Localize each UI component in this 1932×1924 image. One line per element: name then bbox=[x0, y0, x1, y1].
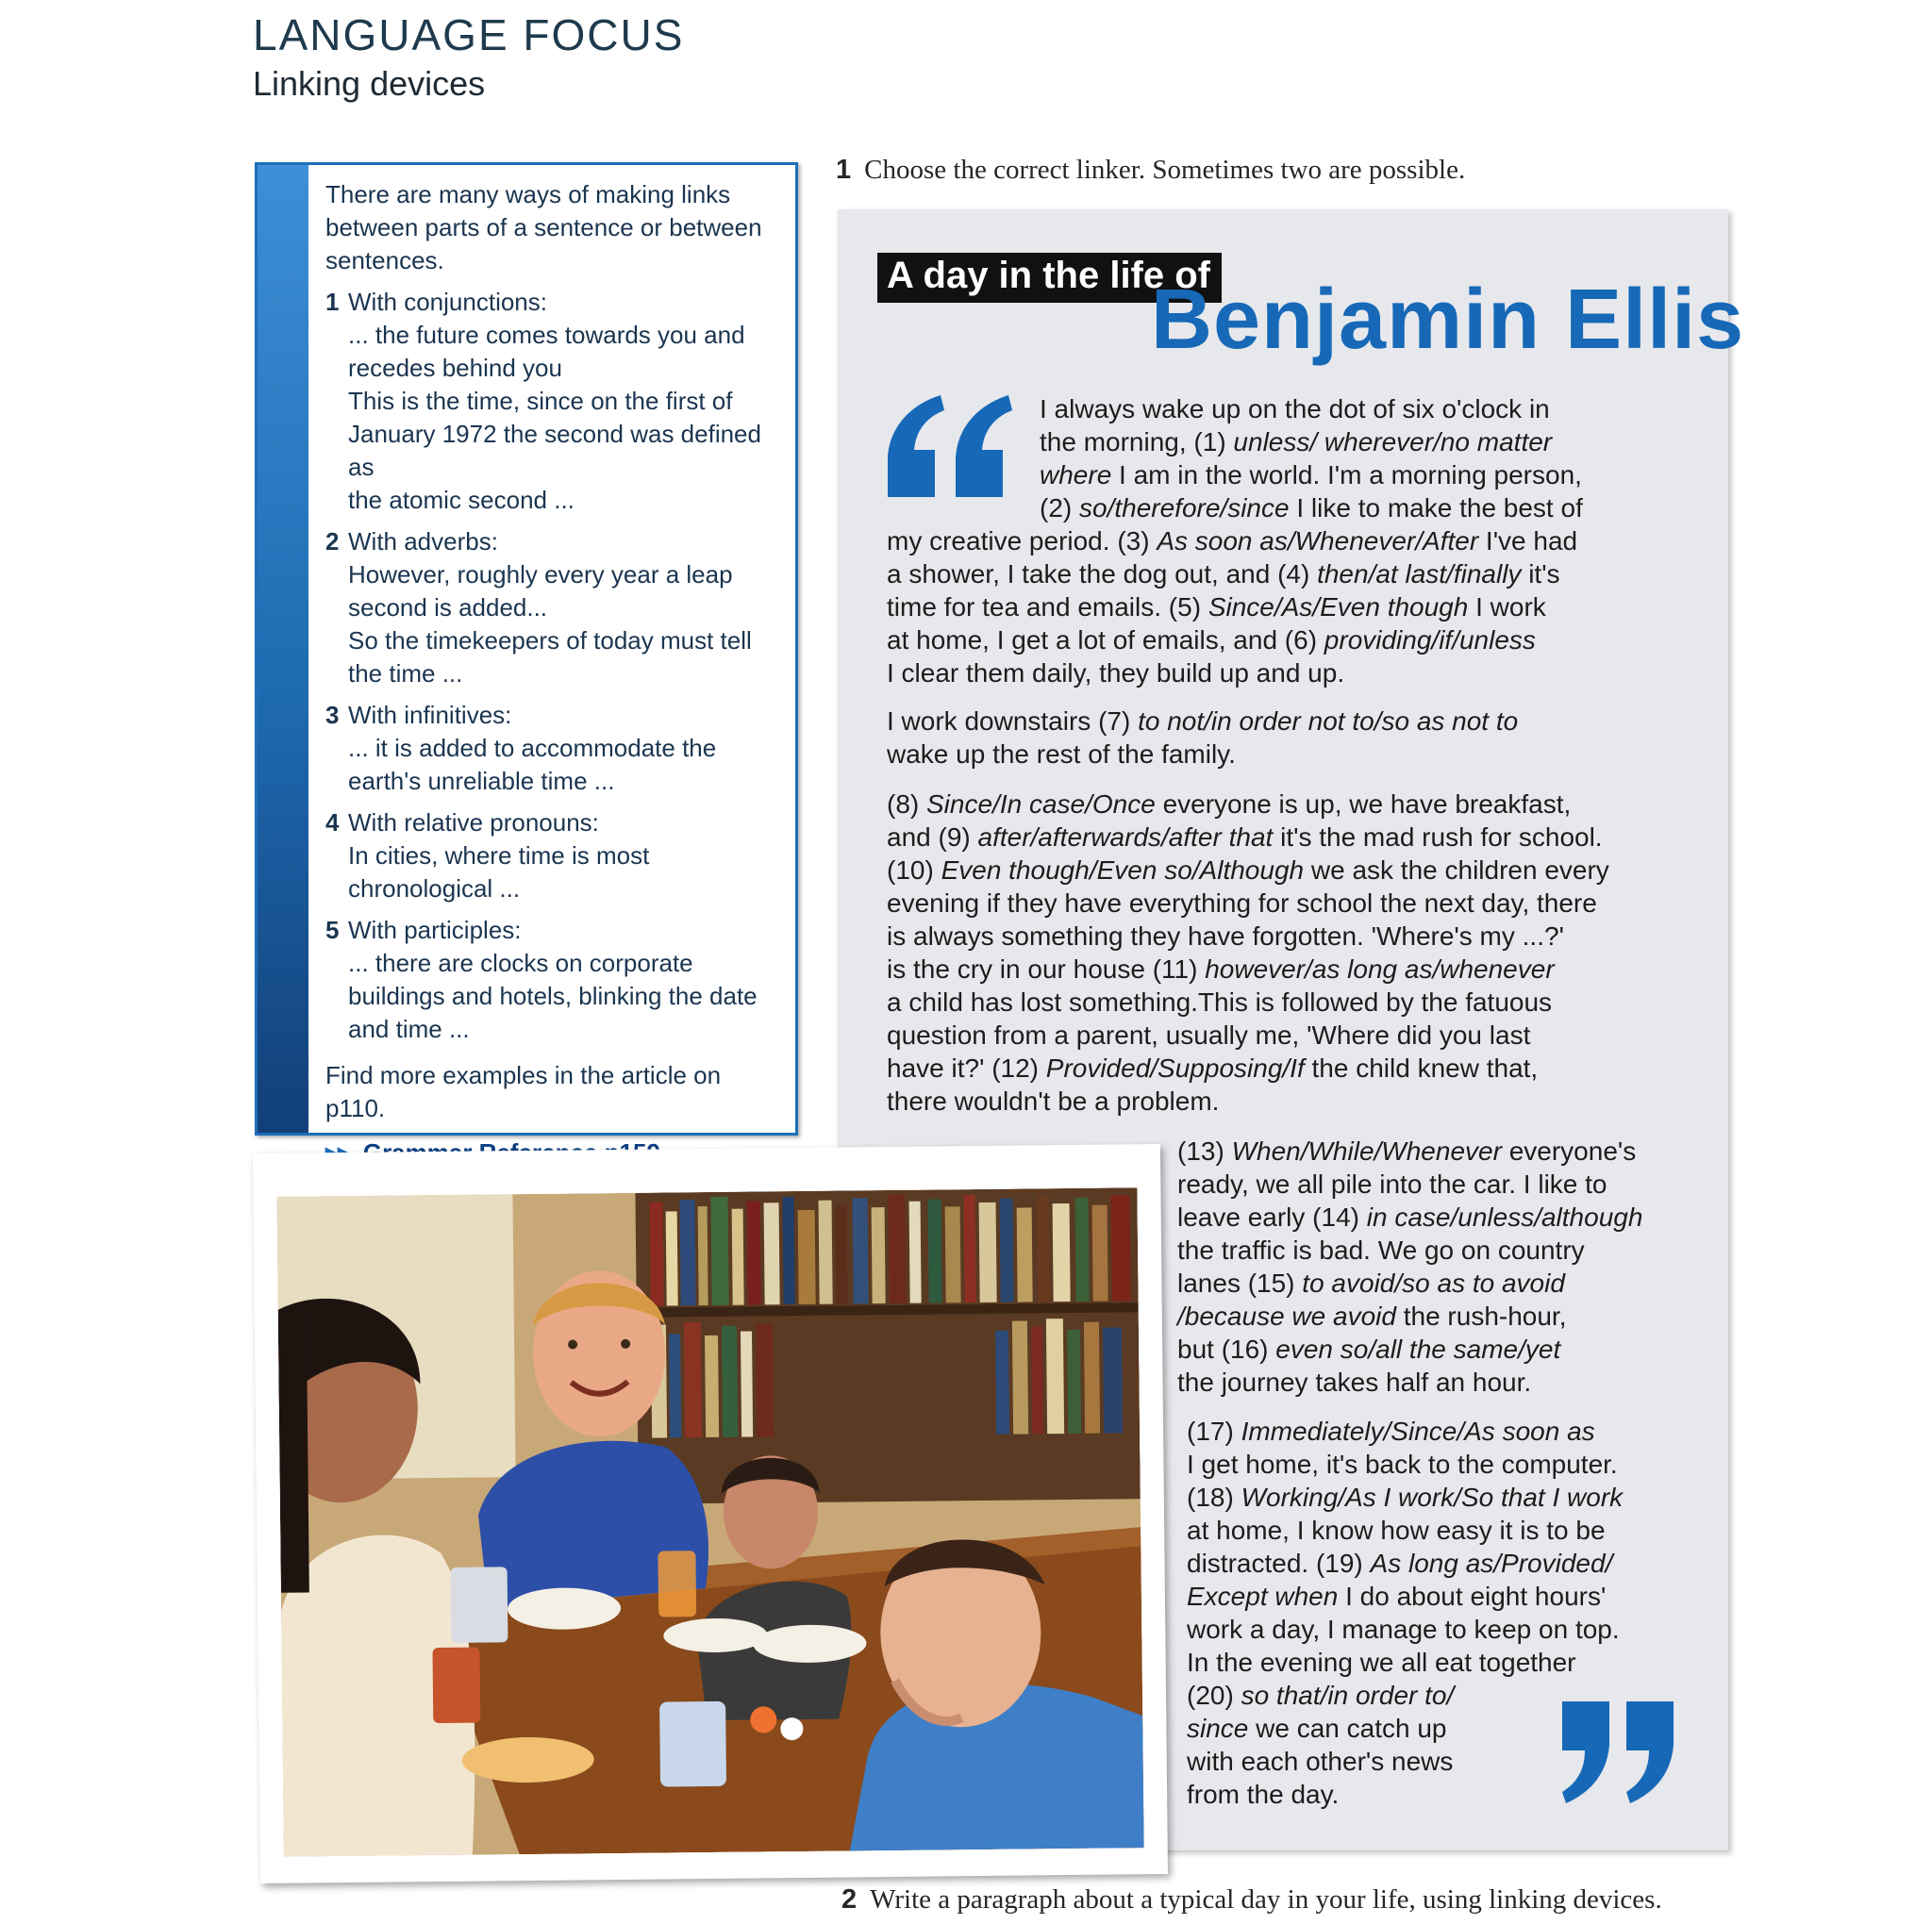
article-paragraph-1b: my creative period. (3) As soon as/Whenever/After I've had a shower, I take the dog out, and (4) then/at last/finally it's time for tea and emails. (5) Since/As/Even though I work at home, I get a lot of emails, and (6) providing/if/unless I clear them daily, they build up and up. bbox=[887, 526, 1578, 688]
section-title: LANGUAGE FOCUS bbox=[253, 10, 685, 59]
photo-frame bbox=[253, 1144, 1168, 1883]
point-label: With participles: bbox=[348, 916, 522, 944]
grammar-box-content bbox=[325, 178, 778, 1170]
article-label: A day in the life of bbox=[877, 253, 1222, 303]
point-label: With conjunctions: bbox=[348, 288, 547, 316]
grammar-box-strip bbox=[258, 165, 308, 1133]
exercise-1-instruction bbox=[836, 155, 1465, 186]
article-paragraph-1a: I always wake up on the dot of six o'clock in the morning, (1) unless/ wherever/no matter where I am in the world. I'm a morning person, (2) so/therefore/since I like to make the best of bbox=[1040, 394, 1583, 522]
grammar-intro: There are many ways of making links between parts of a sentence or between sentences. bbox=[325, 180, 762, 274]
example-line: So the timekeepers of today must tell bbox=[348, 626, 752, 655]
example-line: In cities, where time is most bbox=[348, 841, 650, 870]
point-label: With infinitives: bbox=[348, 701, 512, 729]
example-line: ... there are clocks on corporate bbox=[348, 949, 693, 977]
example-line: ... the future comes towards you and bbox=[348, 321, 745, 349]
article-name: Benjamin Ellis bbox=[1151, 273, 1745, 367]
example-line: recedes behind you bbox=[348, 354, 562, 382]
exercise-2-instruction bbox=[841, 1884, 1662, 1916]
example-line: January 1972 the second was defined as bbox=[348, 420, 761, 481]
point-label: With relative pronouns: bbox=[348, 808, 599, 837]
example-line: the time ... bbox=[348, 659, 463, 688]
example-line: However, roughly every year a leap bbox=[348, 560, 733, 589]
example-line: buildings and hotels, blinking the date bbox=[348, 982, 758, 1010]
article-paragraph-5: (17) Immediately/Since/As soon as I get home, it's back to the computer. (18) Working/As I work/So that I work at home, I know how easy it is to be distracted. (19) As long as/Provided/ Except when I do about eight hours' work a day, I manage to keep on top. In the evening we all eat together (20) so that/in order to/ since we can catch up with each other's news from the day. bbox=[1187, 1417, 1624, 1809]
point-number: 5 bbox=[325, 916, 340, 944]
grammar-point-infinitives bbox=[325, 699, 778, 798]
point-number: 2 bbox=[325, 527, 340, 556]
example-line: second is added... bbox=[348, 593, 548, 622]
example-line: the atomic second ... bbox=[348, 486, 575, 514]
example-line: earth's unreliable time ... bbox=[348, 767, 615, 795]
point-number: 3 bbox=[325, 701, 340, 729]
point-number: 1 bbox=[325, 288, 340, 316]
grammar-point-adverbs bbox=[325, 525, 778, 690]
exercise-number: 2 bbox=[841, 1884, 858, 1915]
open-quote-icon bbox=[882, 391, 1014, 509]
exercise-text: Write a paragraph about a typical day in your life, using linking devices. bbox=[870, 1884, 1662, 1915]
exercise-text: Choose the correct linker. Sometimes two are possible. bbox=[864, 155, 1466, 185]
article-paragraph-4: (13) When/While/Whenever everyone's ready, we all pile into the car. I like to leave early (14) in case/unless/although the traffic is bad. We go on country lanes (15) to avoid/so as to avoid /because we avoid the rush-hour, but (16) even so/all the same/yet the journey takes half an hour. bbox=[1177, 1136, 1643, 1397]
example-line: chronological ... bbox=[348, 874, 521, 903]
grammar-point-participles bbox=[325, 914, 778, 1046]
exercise-number: 1 bbox=[836, 155, 852, 185]
grammar-point-relative-pronouns bbox=[325, 806, 778, 905]
point-label: With adverbs: bbox=[348, 527, 498, 556]
point-number: 4 bbox=[325, 808, 340, 837]
example-line: ... it is added to accommodate the bbox=[348, 734, 717, 762]
find-more-text: Find more examples in the article on p110. bbox=[325, 1061, 722, 1122]
article-paragraph-2: I work downstairs (7) to not/in order not to/so as not to wake up the rest of the family. bbox=[887, 706, 1519, 769]
family-breakfast-photo bbox=[276, 1187, 1143, 1857]
grammar-box bbox=[255, 162, 798, 1136]
example-line: This is the time, since on the first of bbox=[348, 387, 733, 415]
article-paragraph-3: (8) Since/In case/Once everyone is up, we have breakfast, and (9) after/afterwards/after that it's the mad rush for school. (10) Even though/Even so/Although we ask the children every evening if they have everything for school the next day, there is always something they have forgotten. 'Where's my ...?' is the cry in our house (11) however/as long as/whenever a child has lost something.This is followed by the fatuous question from a parent, usually me, 'Where did you last have it?' (12) Provided/Supposing/If the child knew that, there wouldn't be a problem. bbox=[887, 789, 1609, 1116]
section-subtitle: Linking devices bbox=[253, 64, 486, 103]
grammar-point-conjunctions bbox=[325, 286, 778, 517]
example-line: and time ... bbox=[348, 1015, 470, 1043]
